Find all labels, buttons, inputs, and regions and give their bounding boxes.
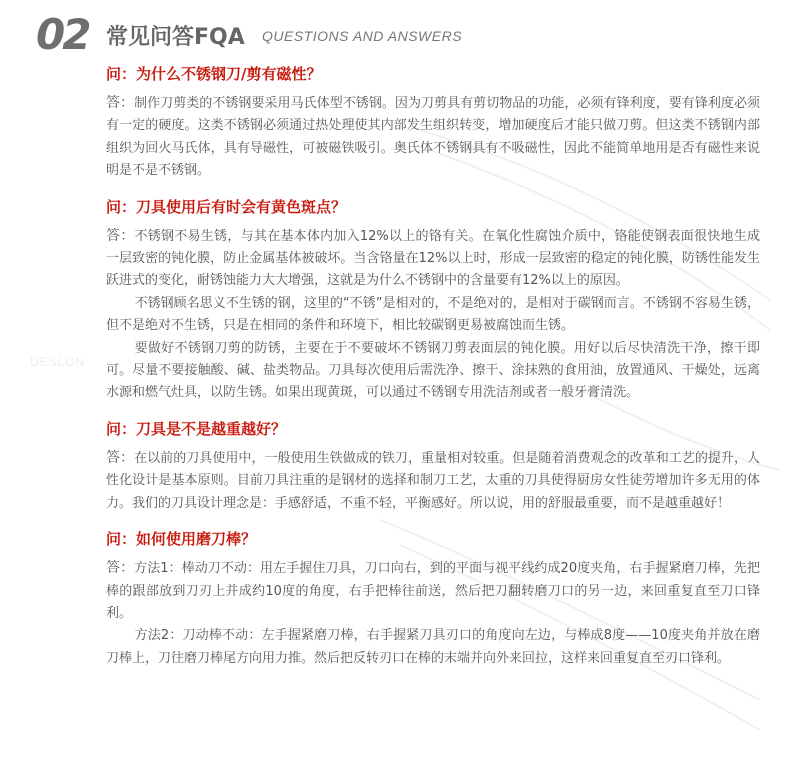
faq-item-weight [106,419,760,515]
faq-answer [106,92,760,183]
answer-text: 不锈钢不易生锈，与其在基本体内加入12%以上的铬有关。在氧化性腐蚀介质中，铬能使钢表面很快地生成一层致密的钝化膜，防止金属基体被破坏。当含铬量在12%以上时，形成一层致密的稳定的钝化膜，防锈性能发生跃进式的变化，耐锈蚀能力大大增强，这就是为什么不锈钢中的含量要有12%以上的原因。 [106,228,760,289]
answer-prefix: 答： [106,449,135,466]
faq-item-magnetism [106,64,760,183]
section-number: 02 [36,10,89,59]
answer-text: 制作刀剪类的不锈钢要采用马氏体型不锈钢。因为刀剪具有剪切物品的功能，必须有锋利度，要有锋利度必须有一定的硬度。这类不锈钢必须通过热处理使其内部发生组织转变，增加硬度后才能只做刀剪。但这类不锈钢内部组织为回火马氏体，具有导磁性，可被磁铁吸引。奥氏体不锈钢具有不吸磁性，因此不能简单地用是否有磁性来说明是不是不锈钢。 [106,96,760,179]
faq-question: 问：如何使用磨刀棒？ [106,530,257,549]
page-title: 常见问答FQA [106,25,245,50]
faq-question: 问：刀具是不是越重越好？ [106,419,287,438]
faq-item-honing-rod [106,529,760,670]
answer-text: 方法1：棒动刀不动：用左手握住刀具，刀口向右，到的平面与视平线约成20度夹角，右手握紧磨刀棒，先把棒的跟部放到刀刃上并成约10度的角度，右手把棒往前送，然后把刀翻转磨刀口的另一边，来回重复直至刀口锋利。 [106,561,760,621]
answer-paragraph: 不锈钢顾名思义不生锈的钢，这里的“不锈”是相对的，不是绝对的，是相对于碳钢而言。不锈钢不容易生锈，但不是绝对不生锈，只是在相同的条件和环境下，相比较碳钢更易被腐蚀而生锈。 [106,295,760,334]
faq-answer [106,225,760,293]
answer-prefix: 答： [106,95,135,111]
faq-question: 问：为什么不锈钢刀/剪有磁性？ [106,65,322,83]
section-header [24,8,764,58]
watermark-text: DESLON [30,355,86,369]
faq-item-yellow-spots [106,197,760,405]
page-subtitle: QUESTIONS AND ANSWERS [262,28,463,44]
faq-question: 问：刀具使用后有时会有黄色斑点？ [106,197,347,216]
answer-paragraph: 要做好不锈钢刀剪的防锈，主要在于不要破坏不锈钢刀剪表面层的钝化膜。用好以后尽快清洗干净，擦干即可。尽量不要接触酸、碱、盐类物品。刀具每次使用后需洗净、擦干、涂抹熟的食用油，放置通风、干燥处，远离水源和燃气灶具，以防生锈。如果出现黄斑，可以通过不锈钢专用洗洁剂或者一般牙膏清洗。 [106,340,760,401]
answer-prefix: 答： [106,227,135,244]
answer-prefix: 答： [106,560,135,577]
answer-paragraph: 方法2：刀动棒不动：左手握紧磨刀棒，右手握紧刀具刃口的角度向左边，与棒成8度——10度夹角并放在磨刀棒上，刀往磨刀棒尾方向用力推。然后把反转刃口在棒的末端并向外来回拉，这样来回重复直至刃口锋利。 [106,628,760,666]
answer-text: 在以前的刀具使用中，一般使用生铁做成的铁刀，重量相对较重。但是随着消费观念的改革和工艺的提升，人性化设计是基本原则。目前刀具注重的是钢材的选择和制刀工艺，太重的刀具使得厨房女性徒劳增加许多无用的体力。我们的刀具设计理念是：手感舒适，不重不轻，平衡感好。所以说，用的舒服最重要，而不是越重越好！ [106,450,760,511]
faq-list [106,64,760,684]
faq-answer [106,557,760,625]
faq-answer [106,447,760,515]
